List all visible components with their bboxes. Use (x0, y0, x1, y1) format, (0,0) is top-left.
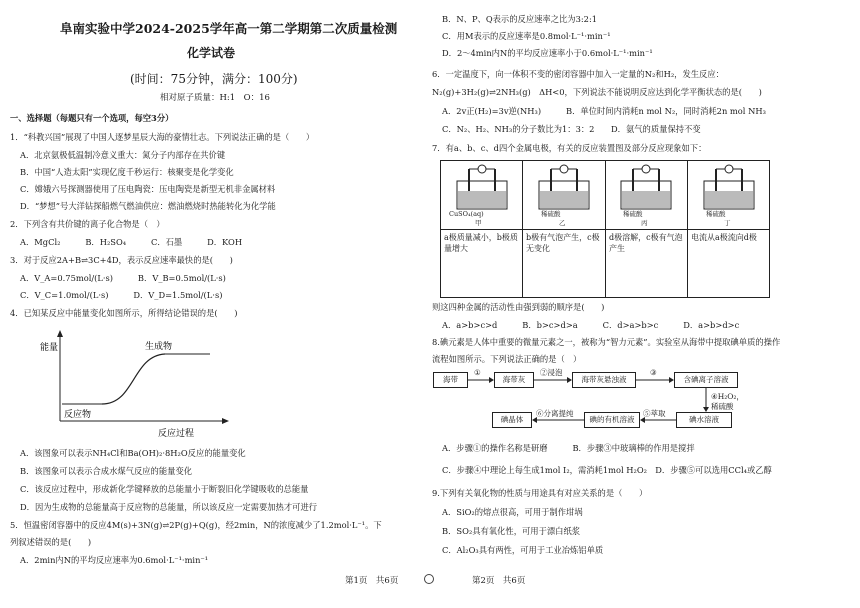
device-4-observation: 电流从a极流向d极 (691, 233, 757, 242)
flow-step-4a: ④H₂O₂， (711, 392, 744, 401)
flow-iodine: 碘晶体 (492, 412, 532, 428)
flow-organic-solution: 碘的有机溶液 (584, 412, 640, 428)
device-2-solution: 稀硫酸 (541, 210, 561, 218)
q1-option-d: D．“梦想”号大洋钻探船燃气燃油供应：燃油燃烧时热能转化为化学能 (20, 201, 276, 211)
q5-stem-line2: 列叙述错误的是( ) (10, 537, 92, 547)
graph-product-label: 生成物 (145, 342, 173, 352)
q6-stem: 6．一定温度下，向一体积不变的密闭容器中加入一定量的N₂和H₂，发生反应： (432, 69, 724, 79)
q1-stem: 1．“科教兴国”展现了中国人逐梦星辰大海的豪情壮志。下列说法正确的是（ ） (10, 132, 315, 142)
device-3-name: 丙 (641, 219, 648, 227)
flow-ion-solution: 含碘离子溶液 (674, 372, 738, 388)
q3-stem: 3．对于反应2A+B⇌3C+4D，表示反应速率最快的是( ) (10, 255, 233, 265)
q4-stem: 4．已知某反应中能量变化如图所示，所得结论错误的是( ) (10, 308, 238, 318)
flow-step-3: ③ (650, 368, 657, 377)
section-heading: 一、选择题（每题只有一个选项，每空3分） (10, 113, 174, 123)
footer-right: 第2页 共6页 (472, 576, 526, 586)
device-1-solution: CuSO₄(aq) (449, 210, 484, 218)
flow-step-4b: 稀硫酸 (711, 402, 734, 411)
q5-option-c: C．用M表示的反应速率是0.8mol·L⁻¹·min⁻¹ (442, 31, 611, 41)
q9-option-b: B．SO₂具有氧化性，可用于漂白纸浆 (442, 526, 581, 536)
q4-option-b: B．该图象可以表示合成水煤气反应的能量变化 (20, 466, 193, 476)
device-3-observation: d极溶解，c极有气泡产生 (609, 233, 683, 253)
q8-stem-line2: 流程如图所示。下列说法正确的是（ ） (432, 354, 582, 364)
exam-subject: 化学试卷 (187, 46, 236, 60)
q1-option-a: A．北京氨极低温制冷意义重大：氮分子内部存在共价键 (20, 150, 226, 160)
q5-stem-line1: 5．恒温密闭容器中的反应4M(s)+3N(g)⇌2P(g)+Q(g)，经2min，N的浓度减少了1.2mol·L⁻¹。下 (10, 520, 382, 530)
q7-stem: 7．有a、b、c、d四个金属电极，有关的反应装置图及部分反应现象如下： (432, 143, 707, 153)
q6-options-ab: A．2v正(H₂)=3v逆(NH₃) B．单位时间内消耗n mol N₂，同时消耗2n mol NH₃ (442, 106, 766, 116)
flow-ash: 海带灰 (494, 372, 534, 388)
graph-x-label: 反应过程 (158, 429, 195, 439)
q6-equation: N₂(g)+3H₂(g)⇌2NH₃(g) ΔH<0，下列说法不能说明反应达到化学平衡状态的是( ) (432, 87, 762, 97)
q5-option-a: A．2min内N的平均反应速率为0.6mol·L⁻¹·min⁻¹ (20, 555, 209, 565)
flow-seaweed: 海带 (433, 372, 468, 388)
q4-option-c: C．该反应过程中，形成新化学键释放的总能量小于断裂旧化学键吸收的总能量 (20, 484, 309, 494)
device-1-observation: a极质量减小，b极质量增大 (444, 233, 518, 253)
energy-diagram (40, 326, 230, 446)
q5-option-b: B．N、P、Q表示的反应速率之比为3:2:1 (442, 14, 598, 24)
device-2-observation: b极有气泡产生，c极无变化 (526, 233, 600, 253)
q6-options-cd: C．N₂、H₂、NH₃的分子数比为1：3：2 D．氨气的质量保持不变 (442, 124, 701, 134)
q1-option-b: B．中国“人造太阳”实现亿度千秒运行：核聚变是化学变化 (20, 167, 234, 177)
q9-stem: 9.下列有关氧化物的性质与用途具有对应关系的是（ ） (432, 488, 648, 498)
flow-step-6: ⑥分离提纯 (536, 409, 574, 418)
q4-option-a: A．该图象可以表示NH₄Cl和Ba(OH)₂·8H₂O反应的能量变化 (20, 448, 246, 458)
q7-question: 则这四种金属的活动性由强到弱的顺序是( ) (432, 302, 605, 312)
flow-step-5: ⑤萃取 (643, 409, 666, 418)
q8-stem-line1: 8.碘元素是人体中重要的微量元素之一，被称为“智力元素”。实验室从海带中提取碘单质的操作 (432, 337, 781, 347)
flow-step-2: ②浸泡 (540, 368, 563, 377)
graph-y-label: 能量 (40, 343, 59, 353)
exam-time-score: (时间：75分钟，满分：100分) (130, 72, 298, 86)
flow-step-1: ① (474, 368, 481, 377)
device-3-solution: 稀硫酸 (623, 210, 643, 218)
q5-option-d: D．2～4min内N的平均反应速率小于0.6mol·L⁻¹·min⁻¹ (442, 48, 653, 58)
device-4-solution: 稀硫酸 (706, 210, 726, 218)
graph-reactant-label: 反应物 (64, 410, 92, 420)
q1-option-c: C．嫦娥六号探测器使用了压电陶瓷：压电陶瓷是新型无机非金属材料 (20, 184, 276, 194)
device-4-name: 丁 (724, 219, 731, 227)
q8-options-ab: A．步骤①的操作名称是研磨 B．步骤③中玻璃棒的作用是搅拌 (442, 443, 695, 453)
q4-option-d: D．因为生成物的总能量高于反应物的总能量，所以该反应一定需要加热才可进行 (20, 502, 318, 512)
q3-options-cd: C．V_C=1.0mol/(L·s) D．V_D=1.5mol/(L·s) (20, 290, 223, 300)
exam-title: 阜南实验中学2024-2025学年高一第二学期第二次质量检测 (60, 21, 398, 36)
q7-options: A．a>b>c>d B．b>c>d>a C．d>a>b>c D．a>b>d>c (442, 320, 740, 330)
q9-option-a: A．SiO₂的熔点很高，可用于制作坩埚 (442, 507, 583, 517)
flow-water-solution: 碘水溶液 (676, 412, 732, 428)
q7-table (440, 160, 770, 298)
q2-options: A．MgCl₂ B．H₂SO₄ C．石墨 D．KOH (20, 237, 243, 247)
flow-suspension: 海带灰悬浊液 (572, 372, 636, 388)
device-2-name: 乙 (559, 219, 566, 227)
device-1-name: 甲 (475, 219, 482, 227)
q8-options-cd: C．步骤④中理论上每生成1mol I₂，需消耗1mol H₂O₂ D．步骤⑤可以选用CCl₄或乙醇 (442, 465, 772, 475)
q2-stem: 2．下列含有共价键的离子化合物是（ ） (10, 219, 165, 229)
atomic-mass: 相对原子质量：H:1 O：16 (160, 93, 270, 103)
q9-option-c: C．Al₂O₃具有两性，可用于工业冶炼铝单质 (442, 545, 604, 555)
q3-options-ab: A．V_A=0.75mol/(L·s) B．V_B=0.5mol/(L·s) (20, 273, 226, 283)
binding-hole-icon (424, 574, 434, 584)
footer-left: 第1页 共6页 (345, 576, 399, 586)
page-2 (430, 0, 860, 608)
